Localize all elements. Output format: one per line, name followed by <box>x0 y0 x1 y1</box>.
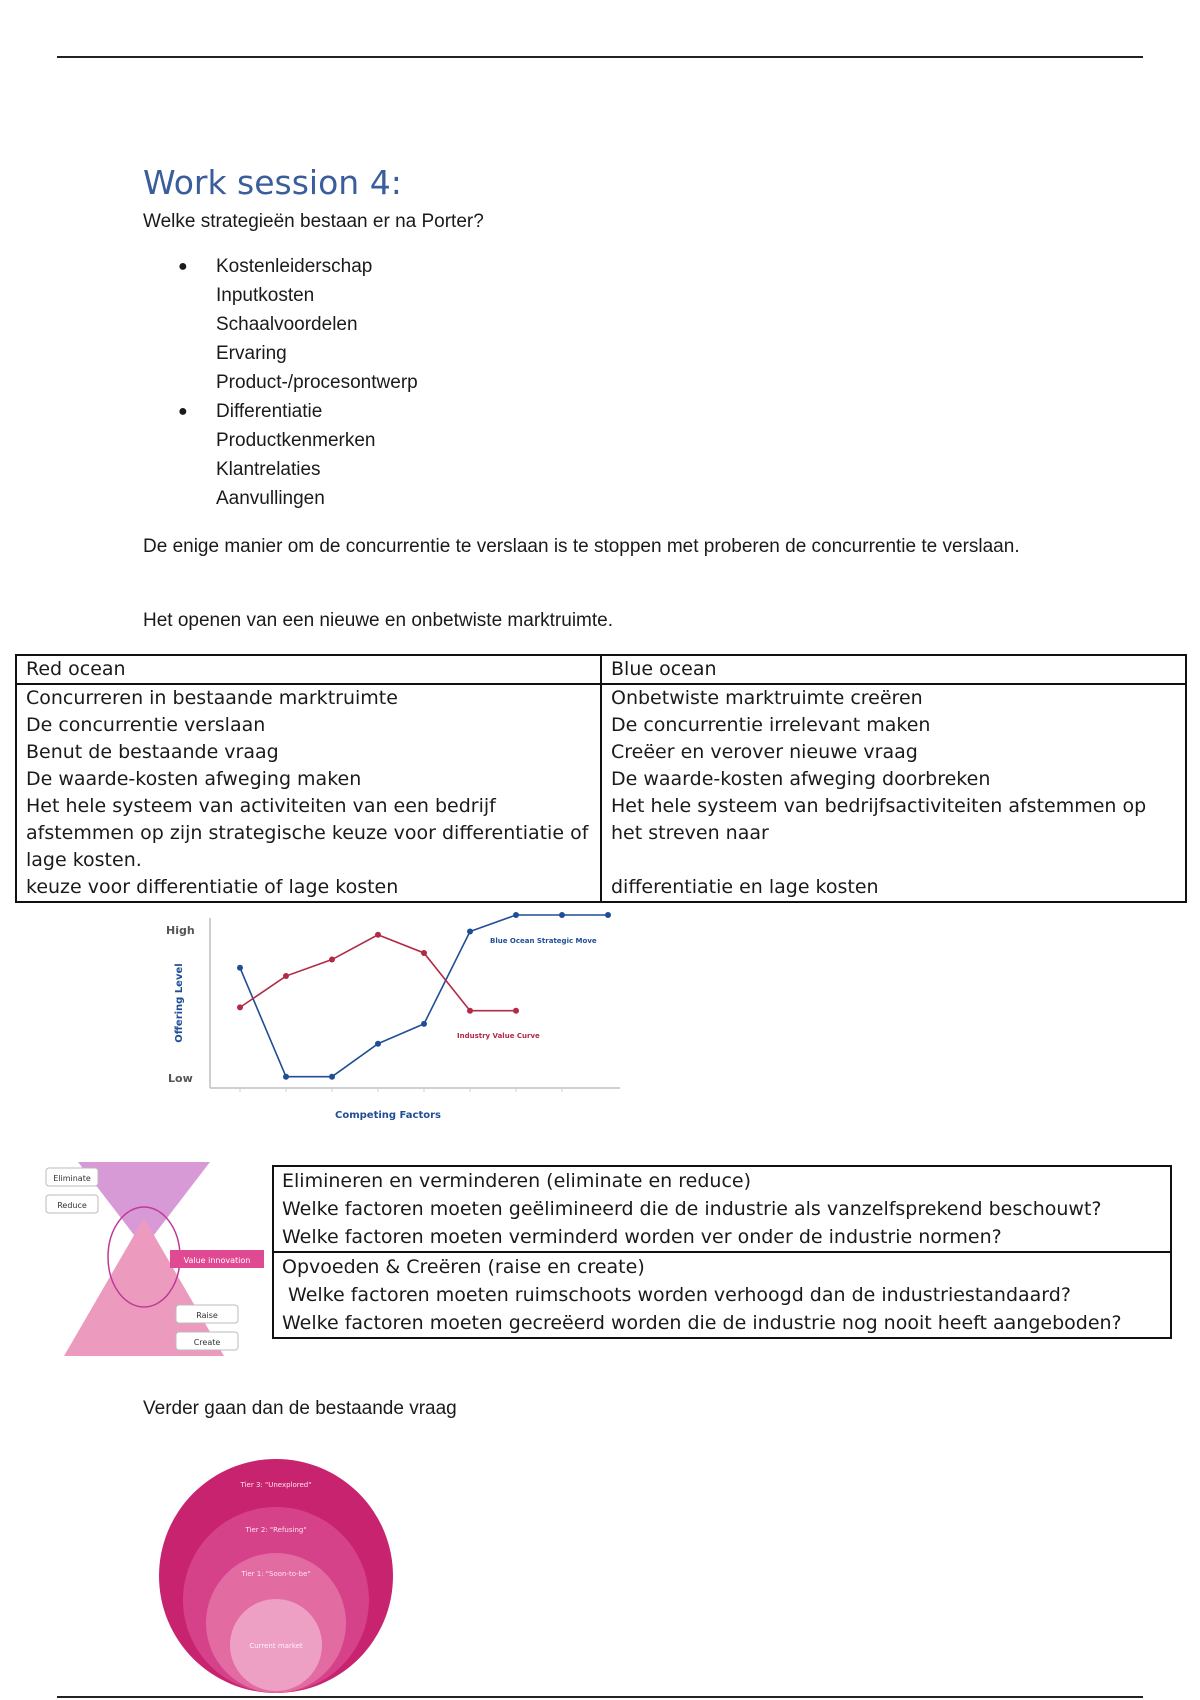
list-item <box>143 397 418 426</box>
red-ocean-header: Red ocean <box>16 655 601 684</box>
blue-ocean-point <box>421 1021 427 1027</box>
bullet-icon: ● <box>178 258 188 275</box>
industry-value-point <box>329 957 335 963</box>
industry-value-line <box>240 935 516 1011</box>
table-cell: De waarde-kosten afweging maken <box>16 766 601 793</box>
cell-line: Welke factoren moeten geëlimineerd die de industrie als vanzelfsprekend beschouwt? <box>282 1198 1102 1220</box>
raise-create-cell <box>273 1252 1171 1338</box>
y-tick-low: Low <box>168 1072 193 1085</box>
industry-value-point <box>283 973 289 979</box>
blue-ocean-point <box>559 912 565 918</box>
table-row <box>16 874 1186 902</box>
list-item: Productkenmerken <box>216 430 376 451</box>
legend-industry-curve: Industry Value Curve <box>457 1032 540 1040</box>
header-rule <box>57 56 1143 58</box>
cell-line: Welke factoren moeten ruimschoots worden verhoogd dan de industriestandaard? <box>282 1284 1071 1306</box>
table-cell: differentiatie en lage kosten <box>601 874 1186 902</box>
table-row <box>16 712 1186 739</box>
blue-ocean-header: Blue ocean <box>601 655 1186 684</box>
red-blue-ocean-table <box>15 654 1187 903</box>
industry-value-point <box>237 1004 243 1010</box>
tier3-label: Tier 3: "Unexplored" <box>240 1481 312 1489</box>
porter-question: Welke strategieën bestaan er na Porter? <box>143 211 484 232</box>
strategy-label: Kostenleiderschap <box>216 256 373 277</box>
y-axis-label: Offering Level <box>174 963 185 1043</box>
blue-ocean-point <box>513 912 519 918</box>
industry-value-point <box>375 932 381 938</box>
cell-line: Elimineren en verminderen (eliminate en reduce) <box>282 1170 751 1192</box>
eliminate-label: Eliminate <box>53 1174 91 1183</box>
table-cell: Creëer en verover nieuwe vraag <box>601 739 1186 766</box>
three-tiers-diagram <box>155 1455 405 1695</box>
industry-value-point <box>513 1008 519 1014</box>
table-cell: Het hele systeem van activiteiten van een bedrijf afstemmen op zijn strategische keuze voor differentiatie of lage kosten. <box>16 793 601 874</box>
strategy-list <box>143 252 418 513</box>
paragraph-new-market: Het openen van een nieuwe en onbetwiste marktruimte. <box>143 610 613 631</box>
table-row <box>16 684 1186 712</box>
value-innovation-label: Value innovation <box>183 1256 251 1265</box>
cell-line: Opvoeden & Creëren (raise en create) <box>282 1256 645 1278</box>
errc-hourglass-graphic <box>44 1160 269 1360</box>
cell-line: Welke factoren moeten verminderd worden ver onder de industrie normen? <box>282 1226 1002 1248</box>
strategy-label: Differentiatie <box>216 401 323 422</box>
table-cell: De waarde-kosten afweging doorbreken <box>601 766 1186 793</box>
list-item: Schaalvoordelen <box>216 314 358 335</box>
blue-ocean-point <box>375 1041 381 1047</box>
table-cell: Het hele systeem van bedrijfsactiviteiten afstemmen op het streven naar <box>601 793 1186 874</box>
x-axis-label: Competing Factors <box>335 1110 441 1121</box>
blue-ocean-point <box>467 929 473 935</box>
table-cell: Benut de bestaande vraag <box>16 739 601 766</box>
blue-ocean-point <box>237 965 243 971</box>
table-row <box>16 793 1186 874</box>
errc-table <box>272 1165 1172 1339</box>
reduce-label: Reduce <box>57 1201 87 1210</box>
table-row <box>16 739 1186 766</box>
list-item: Inputkosten <box>216 285 315 306</box>
list-item: Aanvullingen <box>216 488 325 509</box>
blue-ocean-point <box>283 1074 289 1080</box>
footer-rule <box>57 1696 1143 1698</box>
list-item: Ervaring <box>216 343 287 364</box>
blue-ocean-point <box>329 1074 335 1080</box>
bullet-icon: ● <box>178 403 188 420</box>
y-tick-high: High <box>166 924 195 937</box>
paragraph-beat-competition: De enige manier om de concurrentie te verslaan is te stoppen met proberen de concurrentie te verslaan. <box>143 536 1020 557</box>
legend-blue-ocean: Blue Ocean Strategic Move <box>490 937 597 945</box>
beyond-demand-heading: Verder gaan dan de bestaande vraag <box>143 1398 457 1419</box>
table-row <box>273 1252 1171 1338</box>
table-row <box>16 766 1186 793</box>
table-cell: De concurrentie irrelevant maken <box>601 712 1186 739</box>
create-label: Create <box>193 1338 221 1347</box>
table-cell: Concurreren in bestaande marktruimte <box>16 684 601 712</box>
tier1-label: Tier 1: "Soon-to-be" <box>241 1570 311 1578</box>
table-header-row <box>16 655 1186 684</box>
strategy-canvas-chart <box>160 900 630 1125</box>
table-cell: De concurrentie verslaan <box>16 712 601 739</box>
table-cell: keuze voor differentiatie of lage kosten <box>16 874 601 902</box>
current-market-label: Current market <box>249 1642 303 1650</box>
list-item: Product-/procesontwerp <box>216 372 418 393</box>
industry-value-point <box>421 950 427 956</box>
list-item <box>143 252 418 281</box>
table-row <box>273 1166 1171 1252</box>
eliminate-reduce-cell <box>273 1166 1171 1252</box>
raise-label: Raise <box>196 1311 218 1320</box>
table-cell: Onbetwiste marktruimte creëren <box>601 684 1186 712</box>
cell-line: Welke factoren moeten gecreëerd worden die de industrie nog nooit heeft aangeboden? <box>282 1312 1122 1334</box>
blue-ocean-point <box>605 912 611 918</box>
industry-value-point <box>467 1008 473 1014</box>
list-item: Klantrelaties <box>216 459 321 480</box>
page-title: Work session 4: <box>143 163 402 202</box>
tier2-label: Tier 2: "Refusing" <box>245 1526 307 1534</box>
